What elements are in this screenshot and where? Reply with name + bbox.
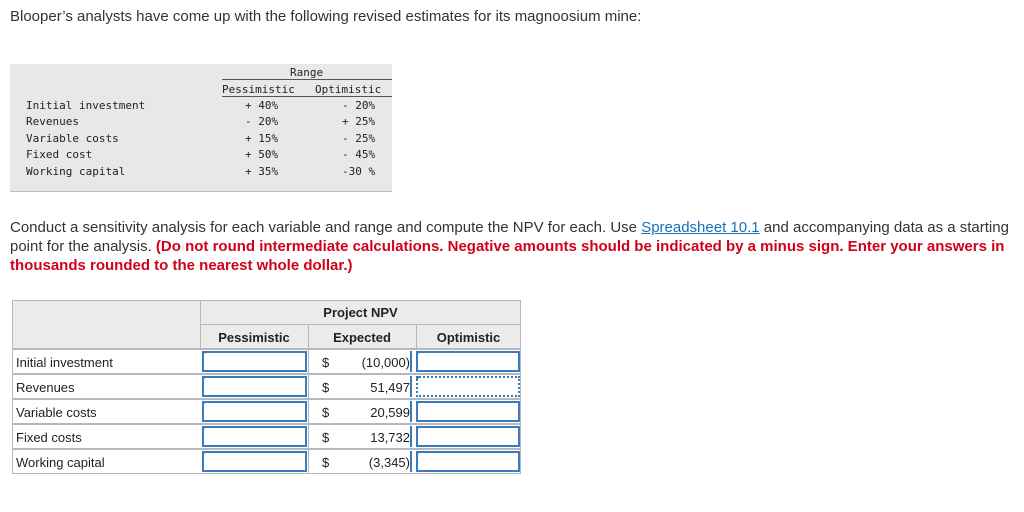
range-row (10, 99, 392, 115)
expected-cell-edge (410, 426, 412, 447)
expected-value: (10,000) (361, 355, 410, 370)
currency-symbol: $ (322, 355, 330, 370)
col-divider (308, 399, 309, 424)
currency-symbol: $ (322, 380, 330, 395)
intro-text: Blooper’s analysts have come up with the following revised estimates for its magnoosium mine: (10, 8, 642, 25)
row-label: Working capital (16, 455, 105, 470)
expected-cell-edge (410, 351, 412, 372)
range-label: Variable costs (26, 132, 119, 145)
range-optimistic: - 25% (342, 132, 376, 145)
pessimistic-input[interactable] (202, 376, 307, 397)
ranges-table (10, 64, 392, 192)
row-label: Variable costs (16, 405, 97, 420)
header-divider (200, 324, 521, 325)
range-pessimistic: + 35% (245, 165, 279, 178)
input-marker-icon (202, 351, 207, 356)
range-pessimistic: + 40% (245, 99, 279, 112)
col-divider (308, 424, 309, 449)
pessimistic-column-header: Pessimistic (218, 330, 290, 345)
range-optimistic: -30 % (342, 165, 376, 178)
range-label: Initial investment (26, 99, 146, 112)
optimistic-input[interactable] (416, 426, 520, 447)
pessimistic-input[interactable] (202, 351, 307, 372)
range-pessimistic: + 50% (245, 148, 279, 161)
expected-cell-edge (410, 376, 412, 397)
currency-symbol: $ (322, 405, 330, 420)
pessimistic-input[interactable] (202, 451, 307, 472)
range-row (10, 115, 392, 131)
row-label: Initial investment (16, 355, 113, 370)
input-marker-icon (416, 401, 421, 406)
range-optimistic: + 25% (342, 115, 376, 128)
range-pessimistic: + 15% (245, 132, 279, 145)
range-row (10, 165, 392, 181)
col-divider (308, 374, 309, 399)
instructions-text: Conduct a sensitivity analysis for each variable and range and compute the NPV for each. Use (10, 219, 642, 236)
col-divider (308, 449, 309, 474)
instructions-note: (Do not round intermediate calculations. Negative amounts should be indicated by a minus sign. Enter your answers in thousands rounded to the nearest whole dollar.) (10, 238, 1005, 274)
input-marker-icon (202, 376, 207, 381)
input-marker-icon (416, 451, 421, 456)
header-rule (222, 79, 392, 80)
col-divider (308, 349, 309, 374)
range-row (10, 132, 392, 148)
currency-symbol: $ (322, 430, 330, 445)
currency-symbol: $ (322, 455, 330, 470)
optimistic-header: Optimistic (315, 83, 382, 96)
expected-value: (3,345) (368, 455, 410, 470)
expected-column-header: Expected (333, 330, 391, 345)
range-optimistic: - 20% (342, 99, 376, 112)
spreadsheet-link[interactable]: Spreadsheet 10.1 (641, 219, 760, 236)
range-optimistic: - 45% (342, 148, 376, 161)
range-header: Range (290, 66, 324, 79)
input-marker-icon (202, 451, 207, 456)
expected-value: 20,599 (370, 405, 410, 420)
table-bottom-rule (10, 191, 392, 192)
input-marker-icon (202, 401, 207, 406)
optimistic-input[interactable] (416, 376, 520, 397)
row-label: Fixed costs (16, 430, 82, 445)
pessimistic-input[interactable] (202, 401, 307, 422)
pessimistic-input[interactable] (202, 426, 307, 447)
range-row (10, 148, 392, 164)
pessimistic-header: Pessimistic (222, 83, 295, 96)
optimistic-input[interactable] (416, 351, 520, 372)
optimistic-input[interactable] (416, 451, 520, 472)
input-marker-icon (416, 376, 421, 381)
optimistic-input[interactable] (416, 401, 520, 422)
npv-table (12, 300, 521, 474)
input-marker-icon (202, 426, 207, 431)
instructions-text-2: and accompanying data as a starting point for the analysis. (10, 219, 1009, 255)
expected-value: 51,497 (370, 380, 410, 395)
range-pessimistic: - 20% (245, 115, 279, 128)
expected-cell-edge (410, 401, 412, 422)
expected-cell-edge (410, 451, 412, 472)
header-rule (222, 96, 392, 97)
range-label: Fixed cost (26, 148, 93, 161)
input-marker-icon (416, 351, 421, 356)
input-marker-icon (416, 426, 421, 431)
project-npv-header: Project NPV (323, 305, 398, 320)
optimistic-column-header: Optimistic (436, 330, 501, 345)
expected-value: 13,732 (370, 430, 410, 445)
range-label: Working capital (26, 165, 126, 178)
instructions (10, 218, 1010, 275)
row-label: Revenues (16, 380, 75, 395)
range-label: Revenues (26, 115, 79, 128)
